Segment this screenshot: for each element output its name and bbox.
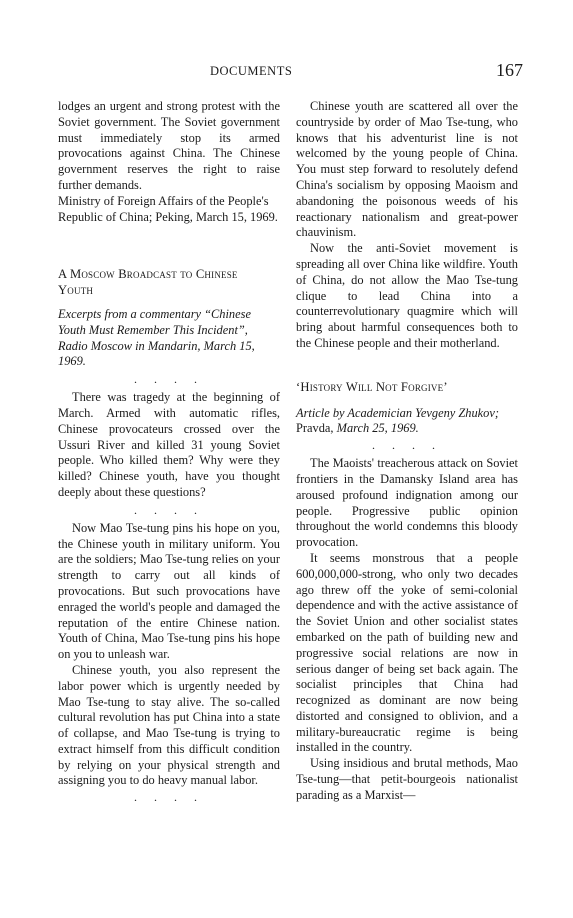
running-head bbox=[0, 60, 573, 84]
section-title-history: ‘History Will Not Forgive’ bbox=[296, 379, 448, 394]
separator-dots: . . . . bbox=[134, 502, 204, 517]
right-paragraph-methods: Using insidious and brutal methods, Mao Tse-tung—that petit-bourgeois nationalist parading as a Marxist— bbox=[296, 756, 518, 802]
left-column bbox=[58, 99, 280, 805]
left-paragraph-labor: Chinese youth, you also represent the labor power which is urgently needed by Mao Tse-tung to stay alive. The so-called cultural revolution has put China into a state of collapse, and Mao Tse-tung is trying to extract himself from this difficult condition by relying on your physical strength and assigning you to do heavy manual labor. bbox=[58, 662, 280, 788]
section-source-moscow: Excerpts from a commentary “Chinese Youth Must Remember This Incident”, Radio Moscow in Mandarin, March 15, 1969. bbox=[58, 306, 255, 369]
left-paragraph-tragedy: There was tragedy at the beginning of March. Armed with automatic rifles, Chinese provocateurs crossed over the Ussuri River and killed 31 young Soviet people. Who killed them? Why were they killed? Chinese youth, have you thought deeply about these questions? bbox=[58, 390, 280, 499]
separator-dots: . . . . bbox=[134, 790, 204, 805]
left-paragraph-mao-hope: Now Mao Tse-tung pins his hope on you, the Chinese youth in military uniform. You are the soldiers; Mao Tse-tung relies on your strength to carry out all kinds of provocations. But such provocations have enraged the world's people and damaged the reputation of the entire Chinese nation. Youth of China, Mao Tse-tung pins his hope on you to unleash war. bbox=[58, 520, 280, 662]
separator-dots: . . . . bbox=[372, 438, 442, 453]
right-paragraph-youth: Chinese youth are scattered all over the countryside by order of Mao Tse-tung, who knows that his adventurist line is not welcomed by the young people of China. You must step forward to resolutely defend China's socialism by opposing Maoism and abandoning the poisonous weeds of his reactionary nationalism and great-power chauvinism. bbox=[296, 99, 518, 240]
section-source-pravda bbox=[296, 406, 518, 438]
ministry-signature: Ministry of Foreign Affairs of the People's Republic of China; Peking, March 15, 1969. bbox=[58, 193, 278, 224]
page-number: 167 bbox=[496, 60, 523, 80]
section-title-moscow-broadcast: A Moscow Broadcast to Chinese Youth bbox=[58, 267, 238, 298]
source-paper: Pravda, bbox=[296, 421, 334, 436]
source-author: Article by Academician Yevgeny Zhukov; bbox=[296, 405, 500, 420]
right-paragraph-attack: The Maoists' treacherous attack on Soviet frontiers in the Damansky Island area has aroused profound indignation among our people. Progressive public opinion throughout the world condemns this bloody provocation. bbox=[296, 456, 518, 550]
right-paragraph-movement: Now the anti-Soviet movement is spreading all over China like wildfire. Youth of China, do not allow the Mao Tse-tung clique to lead China into a counterrevolutionary quagmire which will bring about harmful consequences both to the Chinese people and their motherland. bbox=[296, 241, 518, 350]
source-date: March 25, 1969. bbox=[336, 421, 419, 436]
right-column bbox=[296, 99, 518, 804]
separator-dots: . . . . bbox=[134, 372, 204, 387]
running-head-title: DOCUMENTS bbox=[210, 64, 293, 78]
left-paragraph-continuation: lodges an urgent and strong protest with the Soviet government. The Soviet government must immediately stop its armed provocations against China. The Chinese government reserves the right to raise further demands. bbox=[58, 99, 280, 192]
right-paragraph-monstrous: It seems monstrous that a people 600,000,000-strong, who only two decades ago threw off the yoke of semi-colonial dependence and with the active assistance of the Soviet Union and other socialist states embarked on the path of building new and progressive social relations are now in serious danger of being set back again. The socialist principles that China had recognized as dominant are now being distorted and consigned to oblivion, and a military-bureaucratic regime is being installed in the country. bbox=[296, 550, 518, 755]
